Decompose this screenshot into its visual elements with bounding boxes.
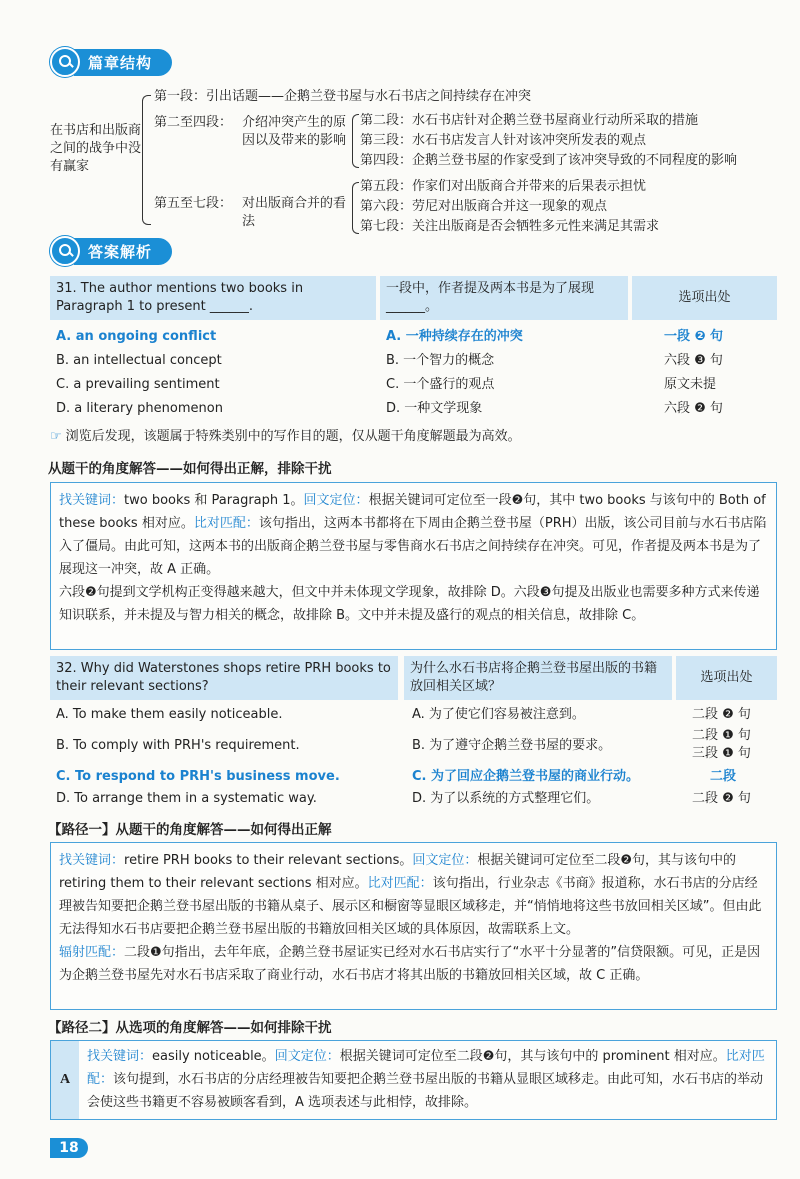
q31-question-cn: 一段中，作者提及两本书是为了展现______。 bbox=[380, 276, 628, 320]
q32-rad-text: 二段❶句指出，去年年底，企鹅兰登书屋证实已经对水石书店实行了“水平十分显著的”信贷限额。可见，正是因为企鹅兰登书屋先对水石书店采取了商业行动，水石书店才将其出版的书籍放回相关区域，故 C 正确。 bbox=[59, 945, 761, 983]
q31-method-title: 从题干的角度解答——如何得出正解，排除干扰 bbox=[48, 461, 332, 477]
q32-option-c-en: C. To respond to PRH's business move. bbox=[56, 769, 340, 784]
q31-option-a-src: 一段 ❷ 句 bbox=[664, 329, 724, 344]
q31-option-c-src: 原文未提 bbox=[664, 377, 717, 392]
main-brace bbox=[142, 95, 151, 225]
q32-option-b-src: 二段 ❶ 句 bbox=[692, 728, 751, 743]
q31-option-c-cn: C. 一个盛行的观点 bbox=[386, 377, 495, 392]
q32-option-d-en: D. To arrange them in a systematic way. bbox=[56, 791, 317, 806]
q32-option-a-cn: A. 为了使它们容易被注意到。 bbox=[412, 707, 585, 722]
q32-kw-label: 找关键词： bbox=[59, 853, 125, 868]
structure-group-5-7-label: 第五至七段： bbox=[154, 196, 233, 211]
q32-path1-title: 【路径一】从题干的角度解答——如何得出正解 bbox=[48, 822, 332, 838]
structure-main-topic: 在书店和出版商之间的战争中没有赢家 bbox=[50, 123, 142, 174]
q31-exclude-text: 六段❷句提到文学机构正变得越来越大，但文中并未体现文学现象，故排除 D。六段❸句提及出版业也需要多种方式来传递知识联系，并未提及与智力相关的概念，故排除 B。文中并未提及盛行的观点的相关信息，故排除 C。 bbox=[59, 585, 760, 623]
q32-option-b-en: B. To comply with PRH's requirement. bbox=[56, 738, 300, 753]
q31-option-b-cn: B. 一个智力的概念 bbox=[386, 353, 495, 368]
section-heading-answers bbox=[50, 237, 172, 265]
q31-loc-text: 根据关键词可定位至一段❷句，其中 two books 与该句中的 Both of these books 相对应。 bbox=[59, 493, 766, 531]
section-label: 篇章结构 bbox=[74, 49, 172, 76]
q32-option-d-src: 二段 ❷ 句 bbox=[692, 791, 751, 806]
q31-loc-label: 回文定位： bbox=[303, 493, 369, 508]
q31-option-b-en: B. an intellectual concept bbox=[56, 353, 222, 368]
q31-tip bbox=[50, 428, 521, 446]
q32-a-loc-label: 回文定位： bbox=[274, 1049, 340, 1064]
structure-p4: 第四段：企鹅兰登书屋的作家受到了该冲突导致的不同程度的影响 bbox=[360, 153, 738, 168]
q31-kw-text: two books 和 Paragraph 1。 bbox=[124, 493, 304, 508]
q31-option-c-en: C. a prevailing sentiment bbox=[56, 377, 220, 392]
q32-a-kw-label: 找关键词： bbox=[87, 1049, 153, 1064]
section-label: 答案解析 bbox=[74, 238, 172, 265]
q32-a-match-text: 该句提到，水石书店的分店经理被告知要把企鹅兰登书屋出版的书籍从显眼区域移走。由此可知，水石书店的举动会使这些书籍更不容易被顾客看到，A 选项表述与此相悖，故排除。 bbox=[87, 1072, 764, 1110]
pointing-hand-icon: ☞ bbox=[50, 429, 62, 444]
q31-explanation-box bbox=[50, 482, 777, 650]
q32-option-c-cn: C. 为了回应企鹅兰登书屋的商业行动。 bbox=[412, 769, 640, 784]
q32-path2-title: 【路径二】从选项的角度解答——如何排除干扰 bbox=[48, 1020, 332, 1036]
structure-p1: 第一段：引出话题——企鹅兰登书屋与水石书店之间持续存在冲突 bbox=[154, 89, 532, 104]
q32-option-b-src2: 三段 ❶ 句 bbox=[692, 746, 751, 761]
q31-option-b-src: 六段 ❸ 句 bbox=[664, 353, 723, 368]
q31-source-header: 选项出处 bbox=[632, 276, 777, 320]
q32-option-a-en: A. To make them easily noticeable. bbox=[56, 707, 283, 722]
q31-match-text: 该句指出，这两本书都将在下周由企鹅兰登书屋（PRH）出版，该公司目前与水石书店陷入了僵局。由此可知，这两本书的出版商企鹅兰登书屋与零售商水石书店之间持续存在冲突。可见，作者提及两本书是为了展现这一冲突，故 A 正确。 bbox=[59, 516, 767, 577]
structure-p3: 第三段：水石书店发言人针对该冲突所发表的观点 bbox=[360, 133, 647, 148]
option-letter-a: A bbox=[51, 1041, 79, 1119]
q31-option-d-en: D. a literary phenomenon bbox=[56, 401, 223, 416]
group-2-4-brace bbox=[352, 114, 359, 168]
q32-option-a-src: 二段 ❷ 句 bbox=[692, 707, 751, 722]
q32-option-c-src: 二段 bbox=[710, 769, 737, 784]
q32-match-label: 比对匹配： bbox=[367, 876, 433, 891]
structure-p2: 第二段：水石书店针对企鹅兰登书屋商业行动所采取的措施 bbox=[360, 113, 699, 128]
q32-loc-label: 回文定位： bbox=[412, 853, 478, 868]
page-number: 18 bbox=[50, 1138, 88, 1158]
q32-source-header: 选项出处 bbox=[676, 656, 777, 700]
q32-path2-box bbox=[50, 1040, 777, 1120]
q32-question-en: 32. Why did Waterstones shops retire PRH books to their relevant sections? bbox=[50, 656, 398, 700]
q31-tip-text: 浏览后发现，该题属于特殊类别中的写作目的题，仅从题干角度解题最为高效。 bbox=[65, 429, 521, 444]
q31-option-a-en: A. an ongoing conflict bbox=[56, 329, 217, 344]
q32-loc-text: 根据关键词可定位至二段❷句，其与该句中的 retiring them to their relevant sections 相对应。 bbox=[59, 853, 737, 891]
q31-option-d-src: 六段 ❷ 句 bbox=[664, 401, 723, 416]
q31-question-en: 31. The author mentions two books in Paragraph 1 to present ______. bbox=[50, 276, 376, 320]
q32-option-d-cn: D. 为了以系统的方式整理它们。 bbox=[412, 791, 600, 806]
q31-option-a-cn: A. 一种持续存在的冲突 bbox=[386, 329, 523, 344]
q31-kw-label: 找关键词： bbox=[59, 493, 125, 508]
q32-option-b-cn: B. 为了遵守企鹅兰登书屋的要求。 bbox=[412, 738, 612, 753]
q32-rad-label: 辐射匹配： bbox=[59, 945, 125, 960]
q32-a-kw-text: easily noticeable。 bbox=[152, 1049, 275, 1064]
structure-p6: 第六段：劳尼对出版商合并这一现象的观点 bbox=[360, 199, 608, 214]
q32-kw-text: retire PRH books to their relevant sections。 bbox=[124, 853, 413, 868]
magnifier-icon bbox=[50, 236, 80, 266]
structure-group-5-7-desc: 对出版商合并的看法 bbox=[242, 196, 347, 229]
q31-option-d-cn: D. 一种文学现象 bbox=[386, 401, 483, 416]
q31-match-label: 比对匹配： bbox=[193, 516, 259, 531]
q32-a-match-label: 比对匹配： bbox=[87, 1049, 765, 1087]
q32-path2-text bbox=[79, 1041, 776, 1119]
structure-p5: 第五段：作家们对出版商合并带来的后果表示担忧 bbox=[360, 179, 647, 194]
q32-match-text: 该句指出，行业杂志《书商》报道称，水石书店的分店经理被告知要把企鹅兰登书屋出版的书籍从桌子、展示区和橱窗等显眼区域移走，并“悄悄地将这些书放回相关区域”。但由此无法得知水石书店要把企鹅兰登书屋出版的书籍放回相关区域的具体原因，故需联系上文。 bbox=[59, 876, 762, 937]
group-5-7-brace bbox=[352, 182, 359, 234]
structure-group-2-4-label: 第二至四段： bbox=[154, 115, 233, 130]
section-heading-structure bbox=[50, 48, 172, 76]
q32-path1-box bbox=[50, 842, 777, 1010]
q32-question-cn: 为什么水石书店将企鹅兰登书屋出版的书籍放回相关区域？ bbox=[404, 656, 672, 700]
structure-p7: 第七段：关注出版商是否会牺牲多元性来满足其需求 bbox=[360, 219, 660, 234]
q32-a-loc-text: 根据关键词可定位至二段❷句，其与该句中的 prominent 相对应。 bbox=[339, 1049, 726, 1064]
structure-group-2-4-desc: 介绍冲突产生的原因以及带来的影响 bbox=[242, 115, 347, 148]
magnifier-icon bbox=[50, 47, 80, 77]
